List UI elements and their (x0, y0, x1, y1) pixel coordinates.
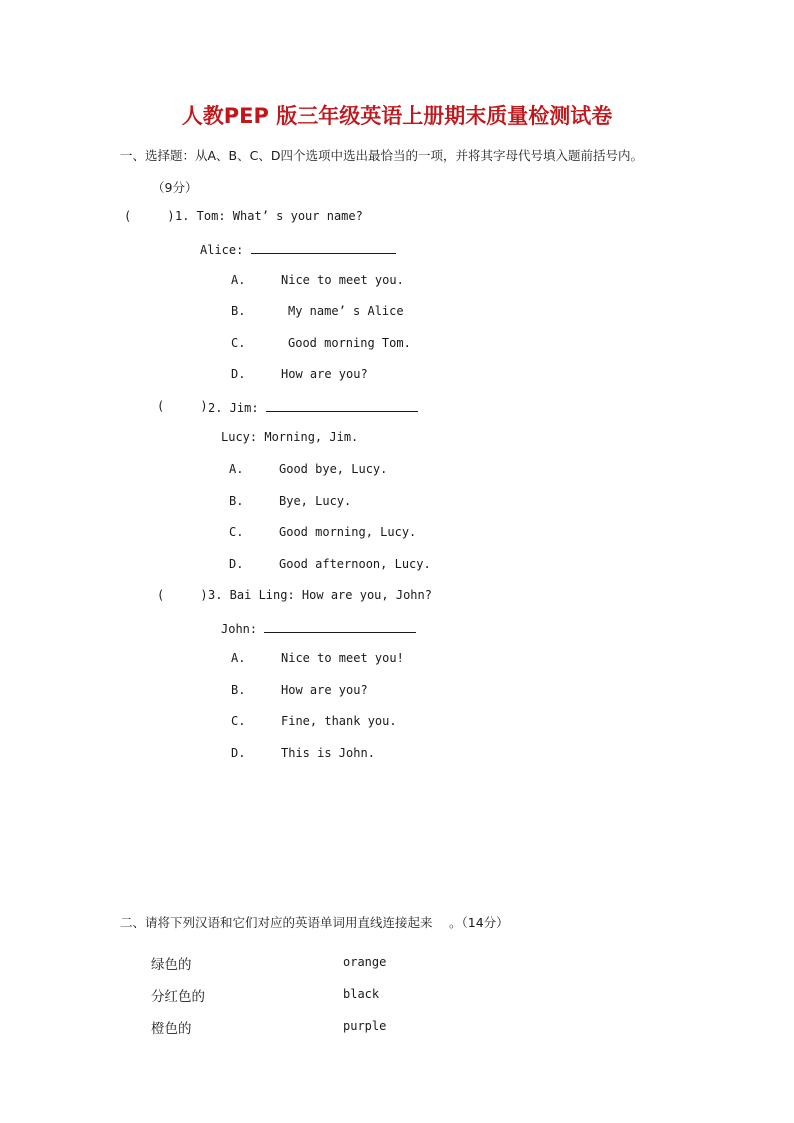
match-cn-3: 橙色的 (151, 1021, 192, 1037)
section-2-points: 。（14分） (449, 915, 509, 930)
q1-option-c-letter: C. (231, 336, 246, 350)
section-2-instruction: 二、请将下列汉语和它们对应的英语单词用直线连接起来 (120, 915, 433, 930)
q2-option-a-text: Good bye, Lucy. (279, 462, 388, 476)
answer-blank[interactable] (251, 241, 396, 254)
question-3-prompt: 3. Bai Ling: How are you, John? (208, 588, 432, 602)
q3-option-b-text: How are you? (281, 683, 368, 697)
q3-option-a-letter: A. (231, 651, 246, 665)
match-cn-1: 绿色的 (151, 957, 192, 973)
q1-option-a-letter: A. (231, 273, 246, 287)
question-2-response: Lucy: Morning, Jim. (221, 430, 359, 444)
q1-option-a-text: Nice to meet you. (281, 273, 404, 287)
q1-option-b-text: My name’ s Alice (288, 304, 404, 318)
answer-blank[interactable] (266, 399, 418, 412)
q1-option-c-text: Good morning Tom. (288, 336, 411, 350)
q2-option-a-letter: A. (229, 462, 244, 476)
question-1-response: Alice: (200, 241, 396, 257)
q3-option-a-text: Nice to meet you! (281, 651, 404, 665)
match-en-2: black (343, 987, 380, 1001)
question-1-prompt: 1. Tom: What’ s your name? (175, 209, 363, 223)
q3-option-b-letter: B. (231, 683, 246, 697)
q2-option-d-text: Good afternoon, Lucy. (279, 557, 431, 571)
q3-option-d-letter: D. (231, 746, 246, 760)
q3-option-c-letter: C. (231, 714, 246, 728)
question-3-bracket: ( ) (157, 588, 208, 602)
question-2-prompt: 2. Jim: (208, 399, 418, 415)
q2-option-c-letter: C. (229, 525, 244, 539)
question-2-bracket: ( ) (157, 399, 208, 413)
match-en-3: purple (343, 1019, 387, 1033)
question-1-bracket: ( ) (124, 209, 175, 223)
q3-option-c-text: Fine, thank you. (281, 714, 397, 728)
q2-option-d-letter: D. (229, 557, 244, 571)
section-1-instruction: 一、选择题：从A、B、C、D四个选项中选出最恰当的一项，并将其字母代号填入题前括号内。 (120, 148, 643, 163)
q1-option-d-letter: D. (231, 367, 246, 381)
q1-option-b-letter: B. (231, 304, 246, 318)
match-cn-2: 分红色的 (151, 989, 205, 1005)
q2-option-c-text: Good morning, Lucy. (279, 525, 417, 539)
q2-option-b-letter: B. (229, 494, 244, 508)
section-1-points: （9分） (152, 180, 198, 195)
q3-option-d-text: This is John. (281, 746, 375, 760)
answer-blank[interactable] (264, 620, 416, 633)
page-title: 人教PEP 版三年级英语上册期末质量检测试卷 (181, 104, 613, 128)
q2-option-b-text: Bye, Lucy. (279, 494, 352, 508)
match-en-1: orange (343, 955, 387, 969)
q1-option-d-text: How are you? (281, 367, 368, 381)
question-3-response: John: (221, 620, 416, 636)
